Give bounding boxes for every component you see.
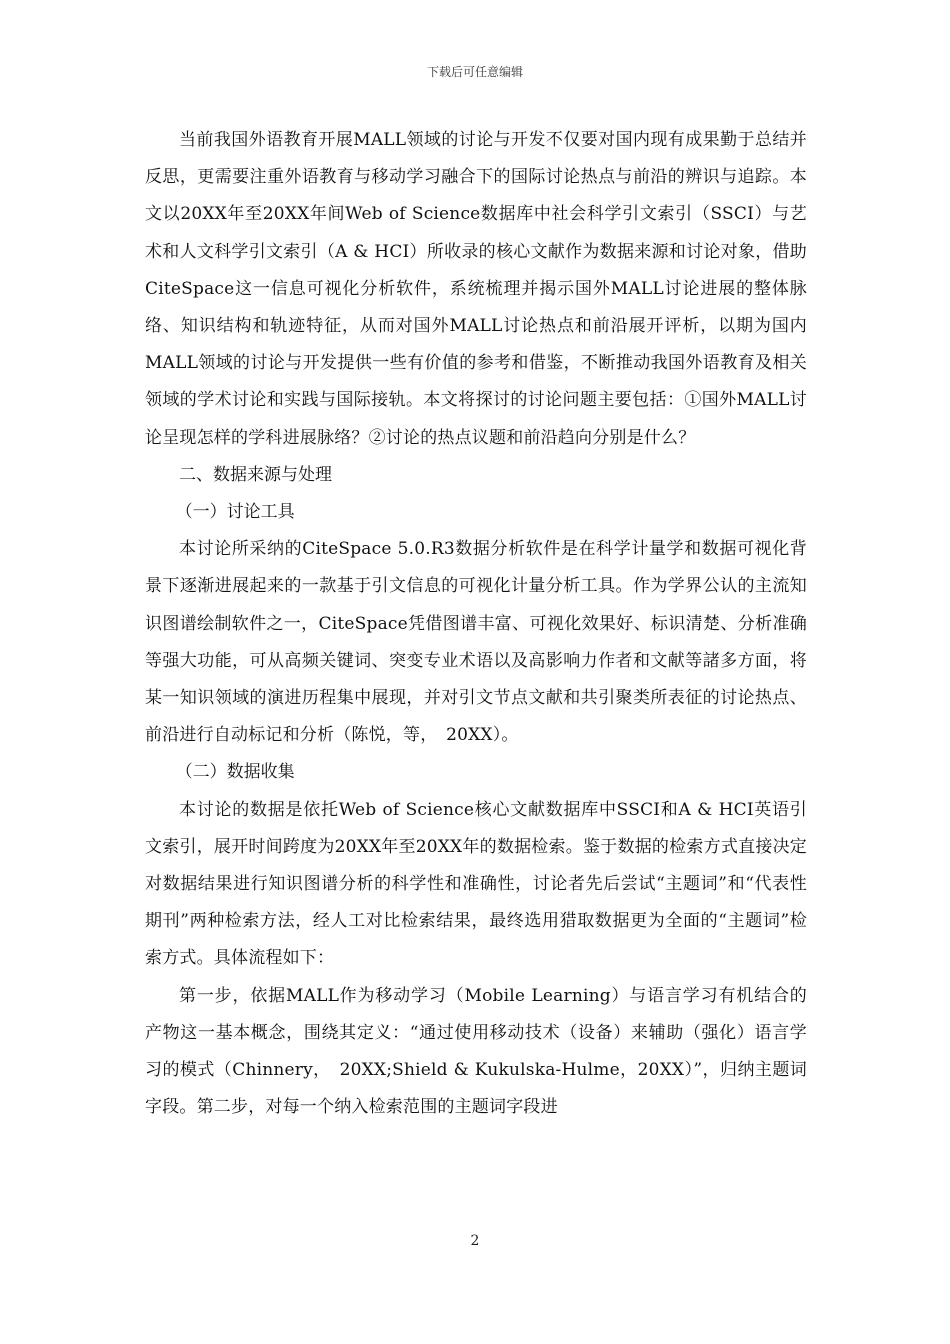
paragraph-tools: 本讨论所采纳的CiteSpace 5.0.R3数据分析软件是在科学计量学和数据可视化背景下逐渐进展起来的一款基于引文信息的可视化计量分析工具。作为学界公认的主流知识图谱绘制软件之一，CiteSpace凭借图谱丰富、可视化效果好、标识清楚、分析准确等强大功能，可从高频关键词、突变专业术语以及高影响力作者和文献等諸多方面，将某一知识领域的演进历程集中展现，并对引文节点文献和共引聚类所表征的讨论热点、前沿进行自动标记和分析（陈悦，等， 20XX）。 xyxy=(145,539,807,746)
paragraph-data-collection: 本讨论的数据是依托Web of Science核心文献数据库中SSCI和A & HCI英语引文索引，展开时间跨度为20XX年至20XX年的数据检索。鉴于数据的检索方式直接决定对数据结果进行知识图谱分析的科学性和准确性，讨论者先后尝试“主题词”和“代表性期刊”两种检索方法，经人工对比检索结果，最终选用猎取数据更为全面的“主题词”检索方式。具体流程如下： xyxy=(145,799,807,969)
page-number: 2 xyxy=(470,1233,480,1249)
paragraph-step-one: 第一步，依据MALL作为移动学习（Mobile Learning）与语言学习有机结合的产物这一基本概念，围绕其定义：“通过使用移动技术（设备）来辅助（强化）语言学习的模式（Chinnery， 20XX;Shield & Kukulska-Hulme，20XX）”，归纳主题词字段。第二步，对每一个纳入检索范围的主题词字段进 xyxy=(145,985,807,1118)
page-header: 下载后可任意编辑 xyxy=(426,65,523,79)
subsection-heading-data-collection: （二）数据收集 xyxy=(175,762,295,783)
subsection-heading-tools: （一）讨论工具 xyxy=(175,502,295,523)
document-body xyxy=(145,122,807,1126)
section-heading-data-source: 二、数据来源与处理 xyxy=(179,464,332,485)
paragraph-intro: 当前我国外语教育开展MALL领域的讨论与开发不仅要对国内现有成果勤于总结并反思，更需要注重外语教育与移动学习融合下的国际讨论热点与前沿的辨识与追踪。本文以20XX年至20XX年间Web of Science数据库中社会科学引文索引（SSCI）与艺术和人文科学引文索引（A & HCI）所收录的核心文献作为数据来源和讨论对象，借助CiteSpace这一信息可视化分析软件，系统梳理并揭示国外MALL讨论进展的整体脉络、知识结构和轨迹特征，从而对国外MALL讨论热点和前沿展开评析，以期为国内MALL领域的讨论与开发提供一些有价值的参考和借鉴，不断推动我国外语教育及相关领域的学术讨论和实践与国际接轨。本文将探讨的讨论问题主要包括：①国外MALL讨论呈现怎样的学科进展脉络？②讨论的热点议题和前沿趋向分别是什么？ xyxy=(145,130,807,448)
